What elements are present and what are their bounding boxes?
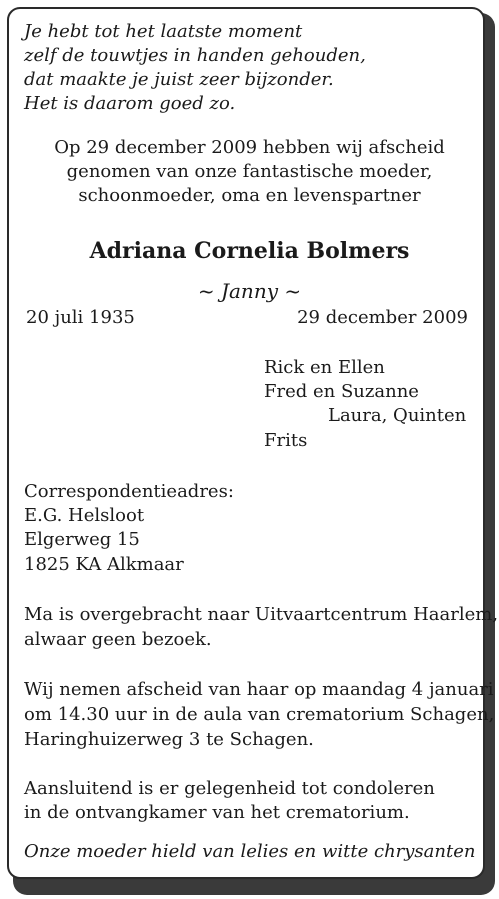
- transfer-line: Ma is overgebracht naar Uitvaartcentrum Haarlem,: [24, 604, 499, 625]
- condolence-line: in de ontvangkamer van het crematorium.: [24, 802, 410, 823]
- closing-line: Onze moeder hield van lelies en witte chrysanten: [24, 841, 476, 862]
- condolence-line: Aansluitend is er gelegenheid tot condoleren: [24, 778, 435, 799]
- correspondence-line: Correspondentieadres:: [24, 481, 234, 502]
- family-line: Fred en Suzanne: [264, 381, 419, 402]
- deceased-nickname: ~ Janny ~: [197, 279, 302, 303]
- family-line: Laura, Quinten: [328, 405, 467, 426]
- deceased-name: Adriana Cornelia Bolmers: [89, 238, 410, 264]
- family-line: Frits: [264, 430, 308, 451]
- poem-line: Je hebt tot het laatste moment: [24, 21, 303, 42]
- correspondence-line: 1825 KA Alkmaar: [24, 554, 184, 575]
- transfer-line: alwaar geen bezoek.: [24, 629, 212, 650]
- announcement-line: genomen van onze fantastische moeder,: [66, 161, 433, 182]
- birth-date: 20 juli 1935: [26, 307, 135, 328]
- correspondence-line: Elgerweg 15: [24, 529, 140, 550]
- family-line: Rick en Ellen: [264, 357, 385, 378]
- death-date: 29 december 2009: [297, 307, 468, 328]
- announcement-line: Op 29 december 2009 hebben wij afscheid: [54, 137, 445, 158]
- ceremony-line: om 14.30 uur in de aula van crematorium Schagen,: [24, 704, 495, 725]
- ceremony-line: Wij nemen afscheid van haar op maandag 4 januari: [24, 679, 494, 700]
- correspondence-line: E.G. Helsloot: [24, 505, 145, 526]
- announcement-line: schoonmoeder, oma en levenspartner: [78, 185, 421, 206]
- poem-line: zelf de touwtjes in handen gehouden,: [24, 45, 366, 66]
- poem-line: dat maakte je juist zeer bijzonder.: [24, 69, 334, 90]
- poem-line: Het is daarom goed zo.: [24, 93, 236, 114]
- ceremony-line: Haringhuizerweg 3 te Schagen.: [24, 729, 314, 750]
